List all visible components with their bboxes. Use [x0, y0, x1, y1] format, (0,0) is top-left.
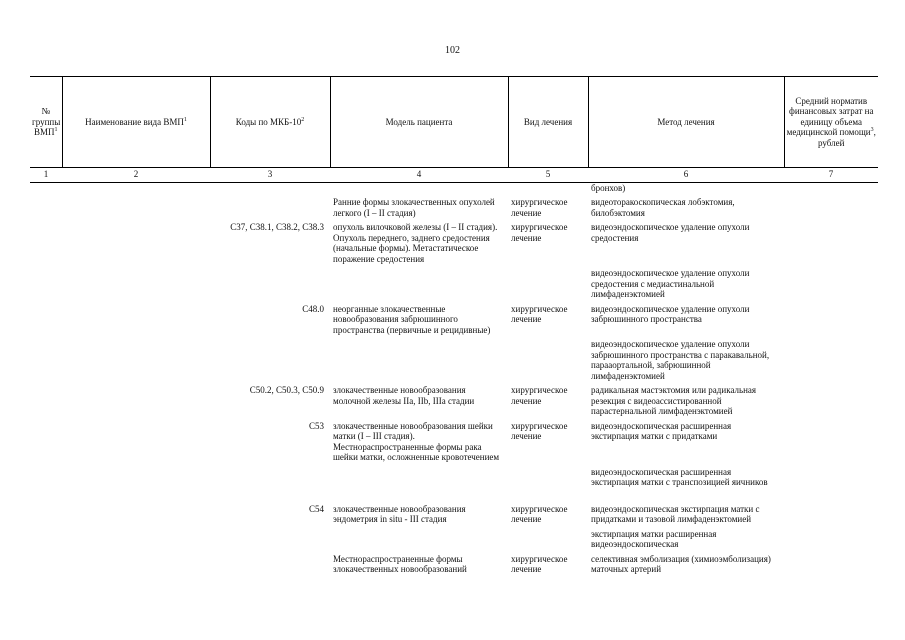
column-number: 3	[210, 168, 330, 183]
treatment-method-cell: видеоэндоскопическое удаление опухоли забрюшинного пространства с паракавальной, парааортальной, забрюшинной лимфаденэктомией	[591, 339, 770, 381]
treatment-method-cell: видеоэндоскопическая расширенная экстирпация матки с транспозицией яичников	[591, 466, 768, 487]
column-number: 1	[30, 168, 62, 183]
treatment-type-cell: хирургическое лечение	[511, 385, 568, 406]
vmp-table	[30, 76, 878, 577]
table-row	[30, 419, 878, 465]
icd-code-cell	[210, 195, 330, 220]
patient-model-cell	[330, 465, 508, 490]
icd-code-cell: C50.2, C50.3, C50.9	[249, 385, 324, 395]
icd-code-cell: C37, C38.1, C38.2, C38.3	[230, 222, 324, 232]
icd-code-cell: C48.0	[302, 303, 324, 314]
treatment-method-cell: видеоэндоскопическое удаление опухоли средостения	[591, 222, 750, 243]
table-row	[30, 527, 878, 552]
treatment-method-cell: видеоэндоскопическая расширенная экстирпация матки с придатками	[591, 420, 732, 441]
col-header-patient-model: Модель пациента	[330, 77, 508, 168]
treatment-type-cell: хирургическое лечение	[511, 553, 568, 574]
treatment-method-cell: видеоторакоскопическая лобэктомия, билобэктомия	[591, 197, 735, 218]
treatment-method-cell: видеоэндоскопическая экстирпация матки с придатками и тазовой лимфаденэктомией	[591, 503, 760, 524]
icd-code-cell	[210, 182, 330, 195]
treatment-type-cell: хирургическое лечение	[511, 420, 568, 441]
column-number: 6	[588, 168, 784, 183]
patient-model-cell: злокачественные новообразования шейки матки (I – III стадия). Местнораспространенные формы рака шейки матки, осложненные кровотечением	[333, 420, 500, 462]
table-row	[30, 220, 878, 266]
col-header-vmp-name: Наименование вида ВМП$^1$	[62, 77, 210, 168]
page-number: 102	[445, 45, 460, 56]
column-number: 7	[784, 168, 878, 183]
table-row	[30, 182, 878, 195]
table-row	[30, 195, 878, 220]
table-row	[30, 337, 878, 383]
treatment-type-cell	[508, 465, 588, 490]
patient-model-cell: опухоль вилочковой железы (I – II стадия). Опухоль переднего, заднего средостения (начальные формы). Метастатическое поражение средостения	[333, 222, 498, 264]
patient-model-cell: злокачественные новообразования эндометрия in situ - III стадия	[333, 503, 466, 524]
patient-model-cell	[330, 266, 508, 302]
header-row	[30, 77, 878, 168]
patient-model-cell	[330, 182, 508, 195]
col-header-treatment-type: Вид лечения	[508, 77, 588, 168]
table-row	[30, 302, 878, 338]
treatment-method-cell: видеоэндоскопическое удаление опухоли забрюшинного пространства	[591, 303, 750, 324]
col-header-icd-codes: Коды по МКБ-$10^2$	[210, 77, 330, 168]
treatment-method-cell: селективная эмболизация (химиоэмболизация) маточных артерий	[591, 553, 771, 574]
col-header-cost-norm: Средний норматив финансовых затрат на единицу объема медицинской помощи$^3$, рублей	[784, 77, 878, 168]
treatment-type-cell: хирургическое лечение	[511, 197, 568, 218]
icd-code-cell	[210, 527, 330, 552]
column-number: 5	[508, 168, 588, 183]
icd-code-cell	[210, 337, 330, 383]
column-numbers-row	[30, 168, 878, 183]
col-header-group: № группы ВМП$^1$	[30, 77, 62, 168]
patient-model-cell	[330, 527, 508, 552]
column-number: 2	[62, 168, 210, 183]
treatment-type-cell: хирургическое лечение	[511, 303, 568, 324]
icd-code-cell	[210, 266, 330, 302]
icd-code-cell: C53	[308, 420, 324, 431]
table-row	[30, 383, 878, 419]
icd-code-cell: C54	[308, 503, 324, 514]
treatment-method-cell: радикальная мастэктомия или радикальная резекция с видеоассистированной парастернальной лимфаденэктомией	[591, 385, 757, 416]
patient-model-cell	[330, 337, 508, 383]
table-row	[30, 552, 878, 577]
treatment-type-cell	[508, 266, 588, 302]
treatment-type-cell: хирургическое лечение	[511, 222, 568, 243]
table-row	[30, 465, 878, 490]
icd-code-cell	[210, 465, 330, 490]
patient-model-cell: неорганные злокачественные новообразования забрюшинного пространства (первичные и рецидивные)	[333, 303, 491, 335]
icd-code-cell	[210, 552, 330, 577]
treatment-method-cell: экстирпация матки расширенная видеоэндоскопическая	[591, 528, 717, 549]
treatment-type-cell: хирургическое лечение	[511, 503, 568, 524]
treatment-type-cell	[508, 337, 588, 383]
table-row	[30, 490, 878, 527]
patient-model-cell: Местнораспространенные формы злокачественных новообразований	[333, 553, 467, 574]
treatment-method-cell: бронхов)	[591, 182, 626, 193]
col-header-treatment-method: Метод лечения	[588, 77, 784, 168]
treatment-type-cell	[508, 527, 588, 552]
table-row	[30, 266, 878, 302]
patient-model-cell: Ранние формы злокачественных опухолей легкого (I – II стадия)	[333, 197, 495, 218]
treatment-method-cell: видеоэндоскопическое удаление опухоли средостения с медиастинальной лимфаденэктомией	[591, 268, 750, 299]
column-number: 4	[330, 168, 508, 183]
patient-model-cell: злокачественные новообразования молочной железы IIa, IIb, IIIa стадии	[333, 385, 475, 406]
treatment-type-cell	[508, 182, 588, 195]
